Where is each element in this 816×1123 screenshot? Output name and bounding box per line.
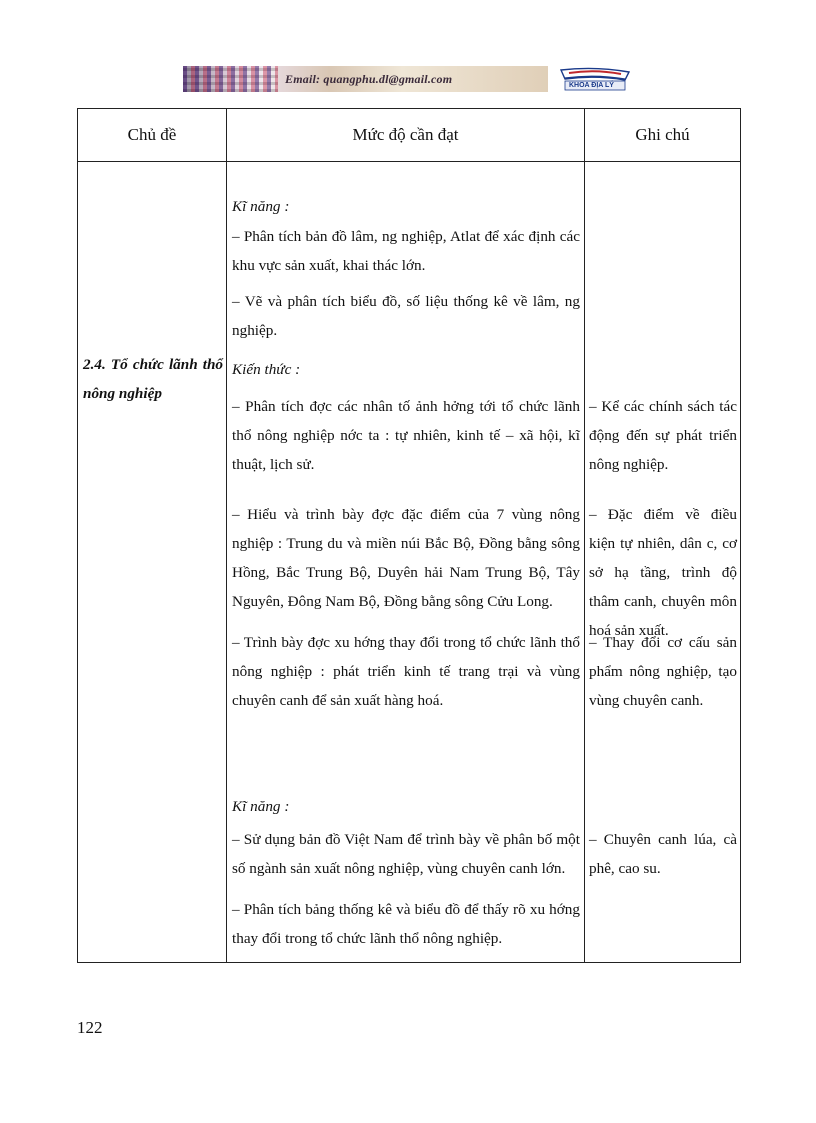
topic-title: 2.4. Tổ chức lãnh thổ nông nghiệp bbox=[83, 356, 223, 402]
knowledge-item-1: ‒ Phân tích đợc các nhân tố ảnh hởng tới tổ chức lãnh thổ nông nghiệp nớc ta : tự nhiên, kinh tế ‒ xã hội, kĩ thuật, lịch sử. bbox=[232, 398, 580, 473]
note-2: ‒ Đặc điểm về điều kiện tự nhiên, dân c, cơ sở hạ tầng, trình độ thâm canh, chuyên môn hoá sản xuất. bbox=[589, 506, 737, 639]
curriculum-table bbox=[77, 108, 741, 963]
header-topic: Chủ đề bbox=[78, 109, 227, 162]
department-logo bbox=[555, 66, 635, 92]
requirements-cell bbox=[227, 162, 585, 963]
skills-1-item-2: ‒ Vẽ và phân tích biểu đồ, số liệu thống kê về lâm, ng nghiệp. bbox=[232, 293, 580, 339]
note-3: ‒ Thay đổi cơ cấu sản phẩm nông nghiệp, tạo vùng chuyên canh. bbox=[589, 634, 737, 709]
knowledge-item-2: ‒ Hiểu và trình bày đợc đặc điểm của 7 vùng nông nghiệp : Trung du và miền núi Bắc Bộ, Đồng bằng sông Hồng, Bắc Trung Bộ, Duyên hải Nam Trung Bộ, Tây Nguyên, Đông Nam Bộ, Đồng bằng sông Cửu Long. bbox=[232, 506, 580, 610]
topic-cell bbox=[78, 162, 227, 963]
notes-cell bbox=[585, 162, 741, 963]
table-row bbox=[78, 162, 741, 963]
skills-1-item-1: ‒ Phân tích bản đồ lâm, ng nghiệp, Atlat để xác định các khu vực sản xuất, khai thác lớn. bbox=[232, 228, 580, 274]
table-header-row bbox=[78, 109, 741, 162]
skills-2-item-1: ‒ Sử dụng bản đồ Việt Nam để trình bày về phân bố một số ngành sản xuất nông nghiệp, vùng chuyên canh lớn. bbox=[232, 831, 580, 877]
header-level: Mức độ cần đạt bbox=[227, 109, 585, 162]
banner-mosaic-image bbox=[183, 66, 278, 92]
knowledge-item-3: ‒ Trình bày đợc xu hớng thay đổi trong tổ chức lãnh thổ nông nghiệp : phát triển kinh tế trang trại và vùng chuyên canh để sản xuất hàng hoá. bbox=[232, 634, 580, 709]
logo-text: KHOA ĐỊA LÝ bbox=[569, 82, 614, 89]
knowledge-heading: Kiến thức : bbox=[232, 361, 301, 378]
banner-email: Email: quangphu.dl@gmail.com bbox=[285, 72, 453, 86]
skills-2-item-2: ‒ Phân tích bảng thống kê và biểu đồ để thấy rõ xu hớng thay đổi trong tổ chức lãnh thổ nông nghiệp. bbox=[232, 901, 580, 947]
skills-heading-1: Kĩ năng : bbox=[232, 198, 290, 215]
page-number: 122 bbox=[77, 1018, 103, 1037]
note-4: ‒ Chuyên canh lúa, cà phê, cao su. bbox=[589, 831, 737, 877]
skills-heading-2: Kĩ năng : bbox=[232, 798, 290, 815]
header-banner bbox=[183, 66, 635, 92]
note-1: ‒ Kể các chính sách tác động đến sự phát triển nông nghiệp. bbox=[589, 398, 737, 473]
header-notes: Ghi chú bbox=[585, 109, 741, 162]
